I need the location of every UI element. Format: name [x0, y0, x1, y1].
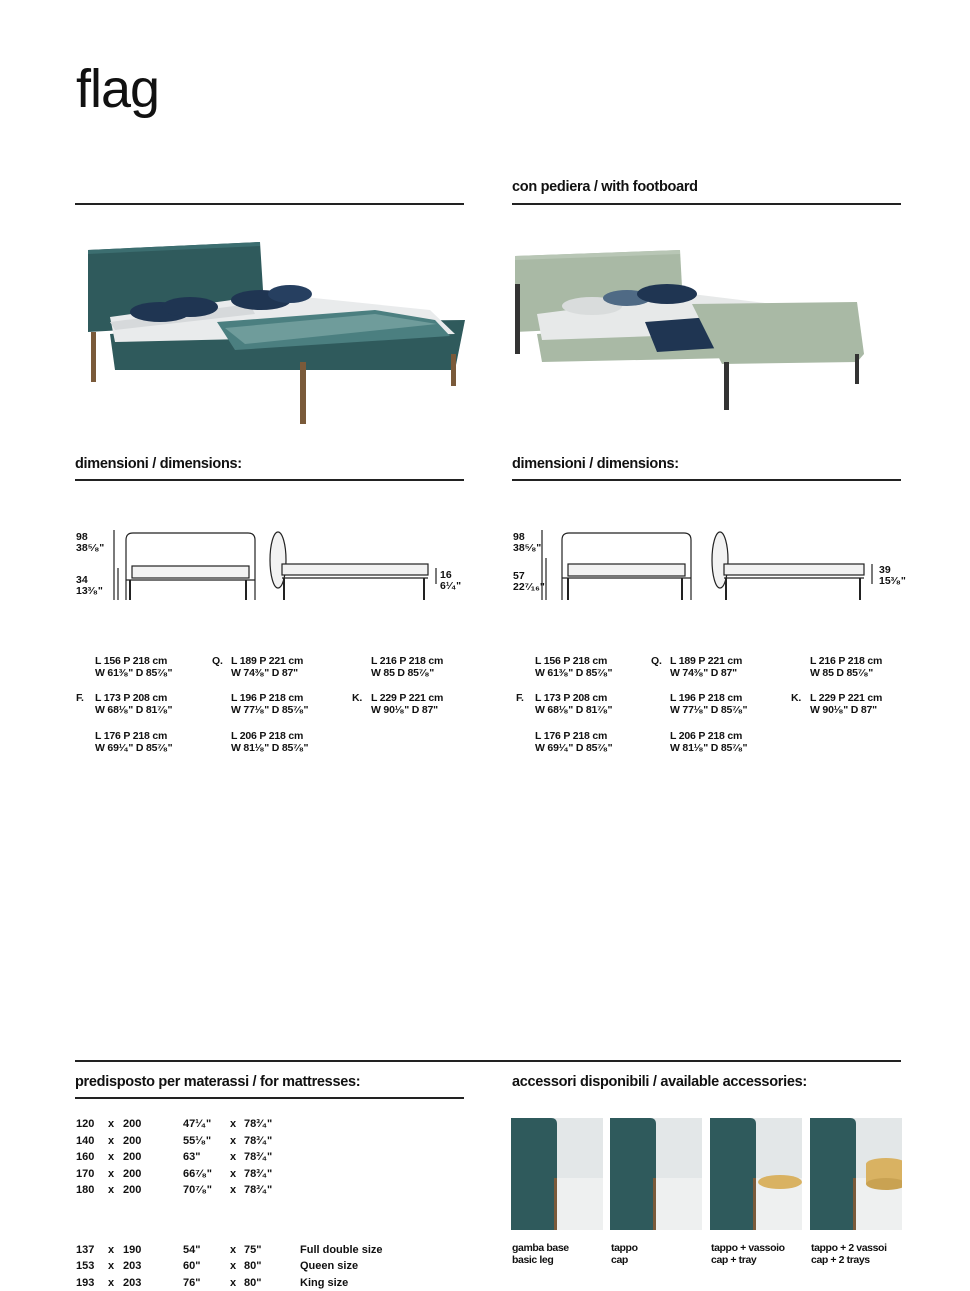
mattress-wi: 63"	[183, 1151, 201, 1163]
size-cm: L 189 P 221 cm	[231, 655, 304, 667]
mattress-w: 193	[76, 1277, 95, 1289]
size-entry	[76, 692, 173, 716]
size-entry	[670, 692, 747, 716]
mattress-l: 200	[123, 1135, 142, 1147]
size-cm: L 216 P 218 cm	[810, 655, 883, 667]
mattress-l: 200	[123, 1151, 142, 1163]
accessory-photo	[810, 1118, 902, 1230]
accessory-caption	[711, 1242, 785, 1266]
accessory-photo	[511, 1118, 603, 1230]
bed-illustration	[512, 244, 867, 414]
dimension-drawing-left	[110, 528, 440, 604]
accessory-name-en: cap	[611, 1254, 628, 1266]
dim-side: 39 15³⁄₈"	[879, 564, 906, 587]
footboard-heading: con pediera / with footboard	[512, 179, 698, 195]
size-in: W 74³⁄₈" D 87"	[670, 667, 737, 679]
divider	[75, 1097, 464, 1099]
mattress-x: x	[108, 1168, 115, 1180]
accessory-photo	[610, 1118, 702, 1230]
size-cm: L 196 P 218 cm	[670, 692, 743, 704]
size-cm: L 189 P 221 cm	[670, 655, 743, 667]
dim-height: 98 38⁵⁄₈"	[513, 531, 542, 554]
mattress-x: x	[108, 1151, 115, 1163]
mattress-w: 170	[76, 1168, 95, 1180]
size-cm: L 156 P 218 cm	[95, 655, 168, 667]
size-cm: L 206 P 218 cm	[670, 730, 743, 742]
mattress-x: x	[108, 1244, 115, 1256]
size-entry	[535, 730, 612, 754]
mattress-l: 200	[123, 1168, 142, 1180]
size-entry	[231, 692, 308, 716]
dim-side: 16 6¹⁄₄"	[440, 569, 462, 592]
accessory-caption	[512, 1242, 569, 1266]
mattress-name: Queen size	[300, 1260, 359, 1272]
accessory-caption	[611, 1242, 638, 1266]
dimensions-heading-right: dimensioni / dimensions:	[512, 456, 679, 472]
mattress-li: 78³⁄₄"	[244, 1168, 273, 1180]
mattress-xi: x	[230, 1118, 237, 1130]
divider	[512, 203, 901, 205]
accessory-name-it: tappo	[611, 1242, 638, 1254]
mattress-xi: x	[230, 1168, 237, 1180]
dimension-drawing-right	[538, 528, 876, 604]
dim-height: 98 38⁵⁄₈"	[76, 531, 105, 554]
size-cm: L 229 P 221 cm	[371, 692, 444, 704]
size-entry	[231, 730, 308, 754]
size-prefix: F.	[516, 692, 524, 704]
divider	[75, 203, 464, 205]
size-prefix: K.	[352, 692, 363, 704]
size-entry	[535, 655, 612, 679]
size-in: W 69¹⁄₄" D 85⁷⁄₈"	[535, 742, 613, 754]
dimensions-heading-left: dimensioni / dimensions:	[75, 456, 242, 472]
mattress-wi: 60"	[183, 1260, 201, 1272]
mattress-l: 203	[123, 1277, 142, 1289]
bed-photo-sage	[512, 244, 867, 414]
size-in: W 85 D 85⁷⁄₈"	[810, 667, 873, 679]
size-cm: L 173 P 208 cm	[535, 692, 608, 704]
size-entry	[516, 692, 613, 716]
mattress-w: 160	[76, 1151, 95, 1163]
bed-illustration	[75, 222, 465, 427]
size-cm: L 173 P 208 cm	[95, 692, 168, 704]
mattress-w: 140	[76, 1135, 95, 1147]
dim-mid: 34 13³⁄₈"	[76, 574, 103, 597]
accessory-name-en: cap + tray	[711, 1254, 757, 1266]
size-cm: L 176 P 218 cm	[95, 730, 168, 742]
size-in: W 61³⁄₈" D 85⁷⁄₈"	[535, 667, 613, 679]
mattress-w: 137	[76, 1244, 95, 1256]
divider	[75, 1060, 901, 1062]
mattress-xi: x	[230, 1277, 237, 1289]
size-entry	[371, 655, 443, 679]
size-in: W 61³⁄₈" D 85⁷⁄₈"	[95, 667, 173, 679]
bed-photo-teal	[75, 222, 465, 427]
mattress-wi: 55¹⁄₈"	[183, 1135, 212, 1147]
size-entry	[212, 655, 304, 679]
divider	[512, 479, 901, 481]
size-entry	[651, 655, 743, 679]
size-in: W 69¹⁄₄" D 85⁷⁄₈"	[95, 742, 173, 754]
mattress-name: King size	[300, 1277, 349, 1289]
size-entry	[352, 692, 444, 716]
size-entry	[95, 655, 172, 679]
mattress-x: x	[108, 1277, 115, 1289]
size-entry	[95, 730, 172, 754]
accessories-heading: accessori disponibili / available accessories:	[512, 1074, 807, 1090]
accessory-name-it: tappo + vassoio	[711, 1242, 785, 1254]
size-entry	[670, 730, 747, 754]
size-prefix: F.	[76, 692, 84, 704]
size-in: W 81¹⁄₈" D 85⁷⁄₈"	[231, 742, 309, 754]
size-cm: L 156 P 218 cm	[535, 655, 608, 667]
size-cm: L 206 P 218 cm	[231, 730, 304, 742]
mattress-x: x	[108, 1260, 115, 1272]
mattress-l: 203	[123, 1260, 142, 1272]
mattress-xi: x	[230, 1151, 237, 1163]
size-in: W 68¹⁄₈" D 81⁷⁄₈"	[95, 704, 173, 716]
mattress-w: 180	[76, 1184, 95, 1196]
mattress-x: x	[108, 1118, 115, 1130]
size-in: W 68¹⁄₈" D 81⁷⁄₈"	[535, 704, 613, 716]
dim-mid: 57 22⁷⁄₁₆"	[513, 570, 545, 593]
size-in: W 90¹⁄₈" D 87"	[371, 704, 438, 716]
mattress-xi: x	[230, 1135, 237, 1147]
size-in: W 74³⁄₈" D 87"	[231, 667, 298, 679]
size-cm: L 216 P 218 cm	[371, 655, 444, 667]
mattress-x: x	[108, 1135, 115, 1147]
accessory-name-en: basic leg	[512, 1254, 554, 1266]
size-prefix: K.	[791, 692, 802, 704]
divider	[75, 479, 464, 481]
page-title: flag	[76, 59, 160, 119]
mattress-li: 80"	[244, 1260, 262, 1272]
accessory-name-en: cap + 2 trays	[811, 1254, 870, 1266]
size-in: W 81¹⁄₈" D 85⁷⁄₈"	[670, 742, 748, 754]
mattress-l: 190	[123, 1244, 142, 1256]
size-entry	[810, 655, 882, 679]
mattress-xi: x	[230, 1260, 237, 1272]
size-in: W 90¹⁄₈" D 87"	[810, 704, 877, 716]
size-in: W 77¹⁄₈" D 85⁷⁄₈"	[670, 704, 748, 716]
accessory-name-it: gamba base	[512, 1242, 569, 1254]
size-in: W 77¹⁄₈" D 85⁷⁄₈"	[231, 704, 309, 716]
mattress-li: 78³⁄₄"	[244, 1135, 273, 1147]
mattress-wi: 54"	[183, 1244, 201, 1256]
accessory-caption	[811, 1242, 887, 1266]
mattress-xi: x	[230, 1244, 237, 1256]
size-prefix: Q.	[212, 655, 223, 667]
mattress-name: Full double size	[300, 1244, 383, 1256]
size-in: W 85 D 85⁷⁄₈"	[371, 667, 434, 679]
size-entry	[791, 692, 883, 716]
mattress-heading: predisposto per materassi / for mattresses:	[75, 1074, 361, 1090]
size-cm: L 196 P 218 cm	[231, 692, 304, 704]
accessory-name-it: tappo + 2 vassoi	[811, 1242, 887, 1254]
mattress-x: x	[108, 1184, 115, 1196]
size-cm: L 176 P 218 cm	[535, 730, 608, 742]
mattress-wi: 76"	[183, 1277, 201, 1289]
size-cm: L 229 P 221 cm	[810, 692, 883, 704]
mattress-wi: 66⁷⁄₈"	[183, 1168, 212, 1180]
mattress-li: 80"	[244, 1277, 262, 1289]
mattress-li: 78³⁄₄"	[244, 1184, 273, 1196]
mattress-w: 120	[76, 1118, 95, 1130]
mattress-li: 75"	[244, 1244, 262, 1256]
mattress-xi: x	[230, 1184, 237, 1196]
mattress-l: 200	[123, 1118, 142, 1130]
mattress-li: 78³⁄₄"	[244, 1118, 273, 1130]
accessory-photo	[710, 1118, 802, 1230]
mattress-wi: 70⁷⁄₈"	[183, 1184, 212, 1196]
mattress-l: 200	[123, 1184, 142, 1196]
mattress-li: 78³⁄₄"	[244, 1151, 273, 1163]
mattress-wi: 47¹⁄₄"	[183, 1118, 212, 1130]
mattress-w: 153	[76, 1260, 95, 1272]
size-prefix: Q.	[651, 655, 662, 667]
